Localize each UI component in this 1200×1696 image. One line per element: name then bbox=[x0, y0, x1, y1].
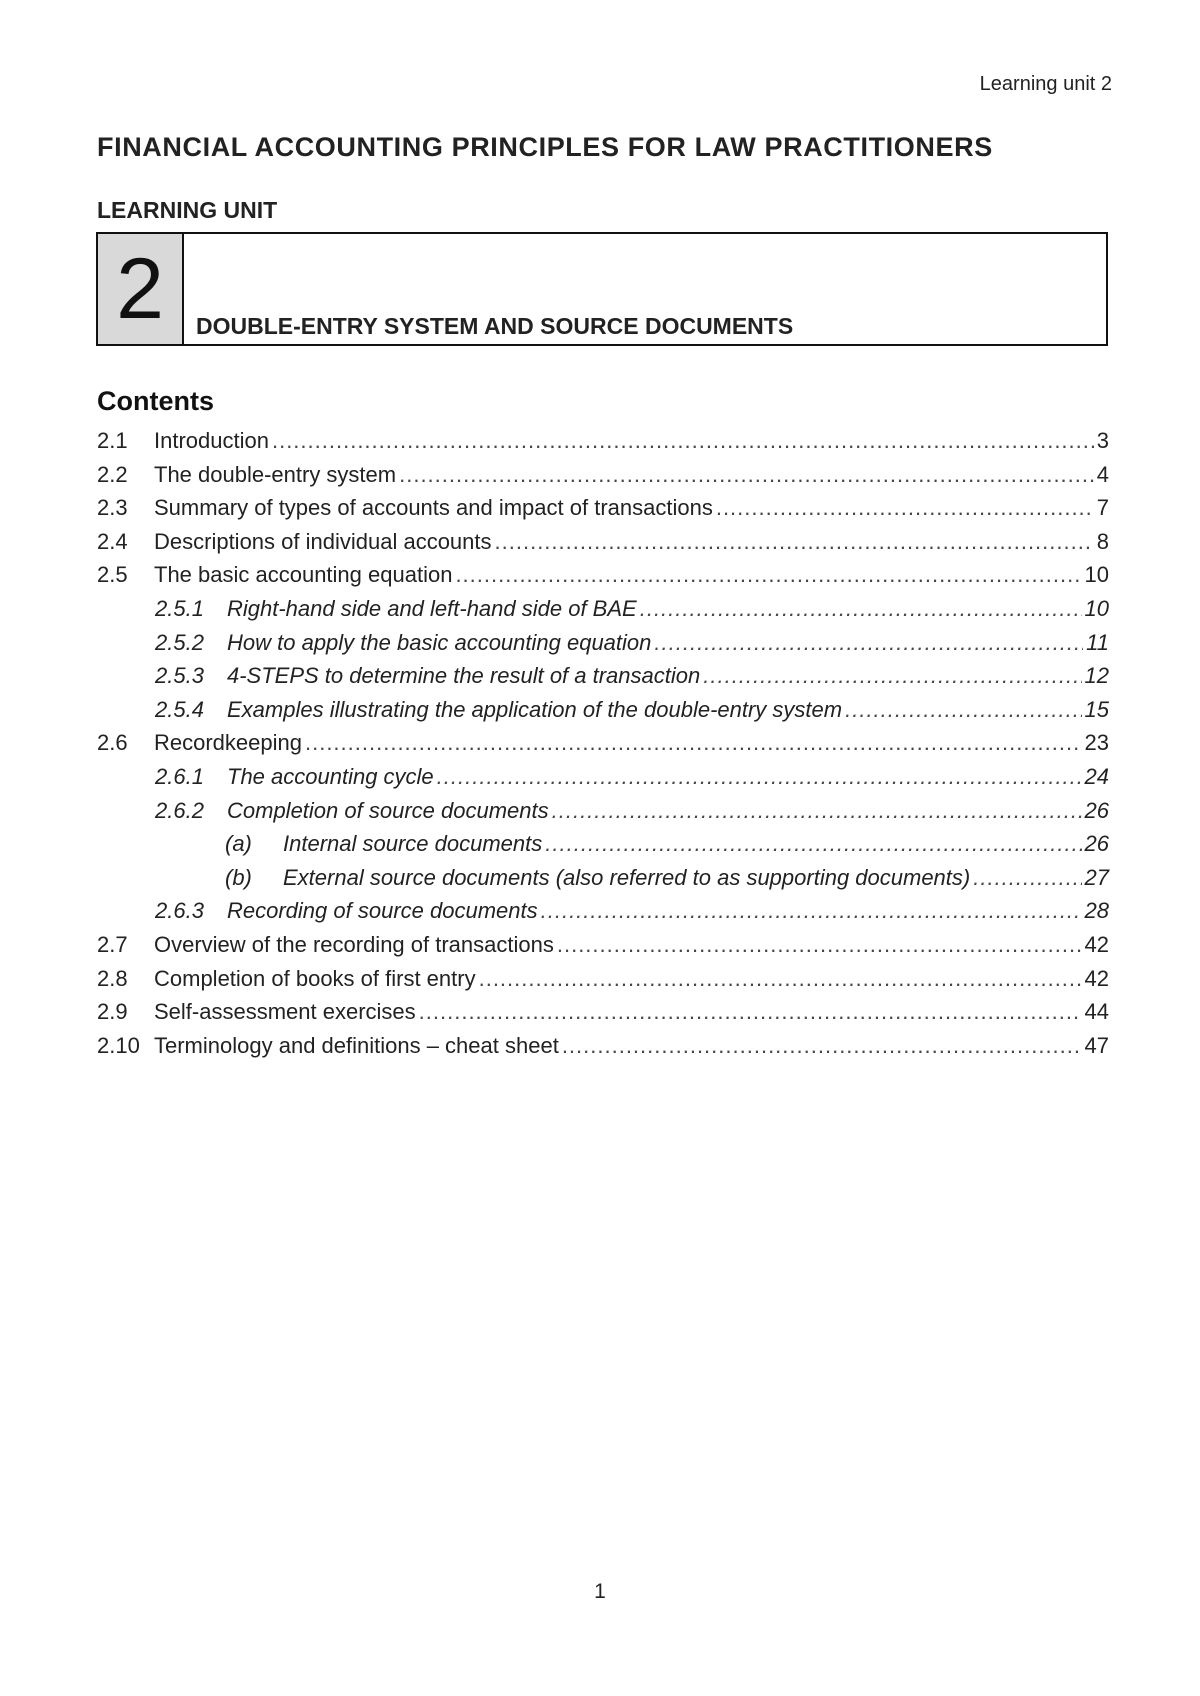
toc-entry bbox=[97, 529, 1109, 563]
toc-entry-page: 42 bbox=[1084, 965, 1109, 991]
toc-dot-leader bbox=[703, 663, 1081, 689]
toc-dot-leader bbox=[716, 495, 1094, 521]
toc-entry-title: Self-assessment exercises bbox=[154, 999, 416, 1025]
toc-entry-number: 2.7 bbox=[97, 931, 128, 957]
toc-entry bbox=[97, 697, 1109, 731]
toc-entry-number: (b) bbox=[225, 864, 252, 890]
toc-entry-title: Completion of source documents bbox=[227, 797, 549, 823]
toc-entry-title: Terminology and definitions – cheat sheet bbox=[154, 1032, 559, 1058]
toc-dot-leader bbox=[845, 697, 1081, 723]
toc-entry-page: 10 bbox=[1084, 562, 1109, 588]
toc-dot-leader bbox=[545, 831, 1081, 857]
toc-entry-page: 3 bbox=[1096, 428, 1109, 453]
toc-entry-number: 2.6.1 bbox=[155, 763, 204, 789]
toc-entry-number: 2.6 bbox=[97, 730, 128, 756]
toc-entry bbox=[97, 831, 1109, 865]
toc-entry-number: 2.3 bbox=[97, 495, 128, 521]
toc-entry-title: Right-hand side and left-hand side of BAE bbox=[227, 595, 637, 621]
toc-entry-page: 4 bbox=[1096, 461, 1109, 487]
toc-entry bbox=[97, 495, 1109, 529]
toc-dot-leader bbox=[562, 1033, 1082, 1059]
toc-entry-number: 2.2 bbox=[97, 461, 128, 487]
toc-entry-page: 12 bbox=[1084, 663, 1109, 689]
toc-entry-number: 2.5.1 bbox=[155, 595, 204, 621]
toc-dot-leader bbox=[455, 562, 1081, 588]
toc-entry-number: 2.4 bbox=[97, 528, 128, 554]
toc-entry-title: Introduction bbox=[154, 428, 269, 453]
toc-entry-page: 47 bbox=[1084, 1032, 1109, 1058]
toc-entry-number: (a) bbox=[225, 831, 252, 857]
toc-entry bbox=[97, 596, 1109, 630]
toc-entry-page: 15 bbox=[1084, 696, 1109, 722]
toc-entry-title: Summary of types of accounts and impact of transactions bbox=[154, 495, 713, 521]
toc-dot-leader bbox=[552, 798, 1082, 824]
toc-entry bbox=[97, 562, 1109, 596]
toc-entry-page: 8 bbox=[1096, 528, 1109, 554]
toc-entry-number: 2.1 bbox=[97, 428, 128, 453]
toc-entry-page: 7 bbox=[1096, 495, 1109, 521]
toc-entry-page: 28 bbox=[1084, 898, 1109, 924]
toc-entry-number: 2.5.4 bbox=[155, 696, 204, 722]
toc-entry bbox=[97, 730, 1109, 764]
toc-entry-page: 27 bbox=[1084, 864, 1109, 890]
toc-dot-leader bbox=[305, 730, 1082, 756]
toc-entry-title: How to apply the basic accounting equation bbox=[227, 629, 652, 655]
toc-entry-number: 2.8 bbox=[97, 965, 128, 991]
page-number: 1 bbox=[594, 1580, 606, 1603]
toc-entry-page: 26 bbox=[1084, 797, 1109, 823]
toc-entry-number: 2.5.3 bbox=[155, 663, 204, 689]
toc-dot-leader bbox=[973, 865, 1081, 891]
toc-entry-title: External source documents (also referred to as supporting documents) bbox=[283, 864, 971, 890]
learning-unit-title: DOUBLE-ENTRY SYSTEM AND SOURCE DOCUMENTS bbox=[196, 313, 794, 339]
toc-entry bbox=[97, 663, 1109, 697]
toc-entry bbox=[97, 798, 1109, 832]
running-header: Learning unit 2 bbox=[979, 73, 1112, 95]
toc-entry-title: The double-entry system bbox=[154, 461, 397, 487]
document-title: FINANCIAL ACCOUNTING PRINCIPLES FOR LAW PRACTITIONERS bbox=[97, 132, 993, 162]
toc-entry-number: 2.6.2 bbox=[155, 797, 204, 823]
toc-entry-title: The accounting cycle bbox=[227, 763, 434, 789]
toc-entry-page: 24 bbox=[1084, 763, 1109, 789]
toc-entry-page: 23 bbox=[1084, 730, 1109, 756]
toc-entry bbox=[97, 630, 1109, 664]
toc-entry-number: 2.9 bbox=[97, 999, 128, 1025]
toc-dot-leader bbox=[437, 764, 1082, 790]
toc-entry-number: 2.6.3 bbox=[155, 898, 204, 924]
toc-entry bbox=[97, 966, 1109, 1000]
toc-entry-title: Completion of books of first entry bbox=[154, 965, 476, 991]
toc-dot-leader bbox=[654, 630, 1083, 656]
toc-entry-title: Recordkeeping bbox=[154, 730, 302, 756]
learning-unit-number: 2 bbox=[98, 234, 184, 344]
toc-dot-leader bbox=[479, 966, 1082, 992]
toc-entry-page: 11 bbox=[1086, 629, 1109, 655]
toc-entry-title: Overview of the recording of transactions bbox=[154, 931, 554, 957]
toc-dot-leader bbox=[541, 898, 1082, 924]
toc-entry bbox=[97, 932, 1109, 966]
toc-entry bbox=[97, 999, 1109, 1033]
toc-entry-title: 4-STEPS to determine the result of a transaction bbox=[227, 663, 701, 689]
toc-dot-leader bbox=[640, 596, 1082, 622]
toc-dot-leader bbox=[272, 428, 1094, 454]
toc-entry-number: 2.5.2 bbox=[155, 629, 204, 655]
toc-entry bbox=[97, 898, 1109, 932]
toc-dot-leader bbox=[419, 999, 1082, 1025]
toc-entry bbox=[97, 865, 1109, 899]
toc-entry-number: 2.5 bbox=[97, 562, 128, 588]
toc-entry bbox=[97, 1033, 1109, 1067]
toc-dot-leader bbox=[557, 932, 1082, 958]
toc-entry-page: 44 bbox=[1084, 999, 1109, 1025]
toc-entry bbox=[97, 764, 1109, 798]
toc-entry-title: Descriptions of individual accounts bbox=[154, 528, 492, 554]
contents-heading: Contents bbox=[97, 386, 214, 416]
toc-entry-title: Examples illustrating the application of the double-entry system bbox=[227, 696, 843, 722]
toc-entry-title: Recording of source documents bbox=[227, 898, 538, 924]
toc-entry bbox=[97, 428, 1109, 462]
toc-dot-leader bbox=[495, 529, 1094, 555]
table-of-contents bbox=[97, 428, 1109, 1066]
learning-unit-banner bbox=[96, 232, 1108, 346]
learning-unit-label: LEARNING UNIT bbox=[97, 197, 278, 223]
toc-entry bbox=[97, 462, 1109, 496]
toc-entry-page: 10 bbox=[1084, 595, 1109, 621]
toc-dot-leader bbox=[399, 462, 1094, 488]
toc-entry-title: Internal source documents bbox=[283, 831, 543, 857]
toc-entry-page: 26 bbox=[1084, 831, 1109, 857]
toc-entry-title: The basic accounting equation bbox=[154, 562, 453, 588]
toc-entry-page: 42 bbox=[1084, 931, 1109, 957]
toc-entry-number: 2.10 bbox=[97, 1032, 140, 1058]
